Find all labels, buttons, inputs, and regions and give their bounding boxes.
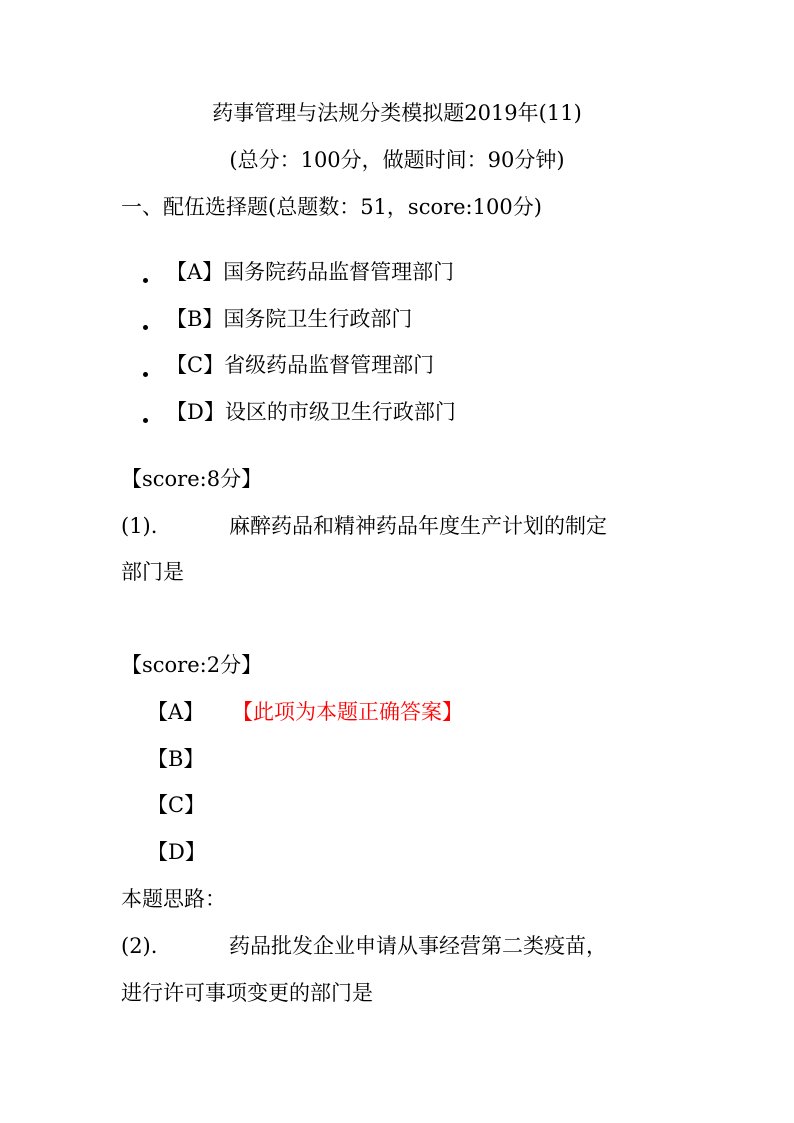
- answer-option-c: 【C】: [147, 793, 206, 817]
- group-score: 【score:8分】: [121, 467, 263, 491]
- group-option-d: 【D】设区的市级卫生行政部门: [166, 400, 456, 424]
- answer-option-d: 【D】: [147, 840, 206, 864]
- bullet-icon: [143, 278, 148, 283]
- analysis-label: 本题思路：: [121, 887, 226, 911]
- group-option-a: 【A】国务院药品监督管理部门: [166, 260, 455, 284]
- question-text: 麻醉药品和精神药品年度生产计划的制定: [229, 514, 607, 538]
- question-number: (2).: [121, 934, 158, 958]
- document-subtitle: (总分：100分，做题时间：90分钟): [229, 148, 565, 172]
- question-text: 药品批发企业申请从事经营第二类疫苗，: [229, 934, 607, 958]
- answer-option-a: 【A】: [147, 700, 205, 724]
- question-number: (1).: [121, 514, 158, 538]
- group-option-c: 【C】省级药品监督管理部门: [166, 353, 435, 377]
- question-text-continued: 部门是: [121, 560, 184, 584]
- document-title: 药事管理与法规分类模拟题2019年(11): [212, 101, 582, 125]
- bullet-icon: [143, 418, 148, 423]
- bullet-icon: [143, 372, 148, 377]
- group-option-b: 【B】国务院卫生行政部门: [166, 307, 413, 331]
- question-text-continued: 进行许可事项变更的部门是: [121, 981, 373, 1005]
- correct-answer-marker: 【此项为本题正确答案】: [232, 700, 463, 724]
- answer-option-b: 【B】: [147, 747, 205, 771]
- bullet-icon: [143, 325, 148, 330]
- section-heading: 一、配伍选择题(总题数：51，score:100分): [121, 195, 542, 219]
- question-score: 【score:2分】: [121, 653, 263, 677]
